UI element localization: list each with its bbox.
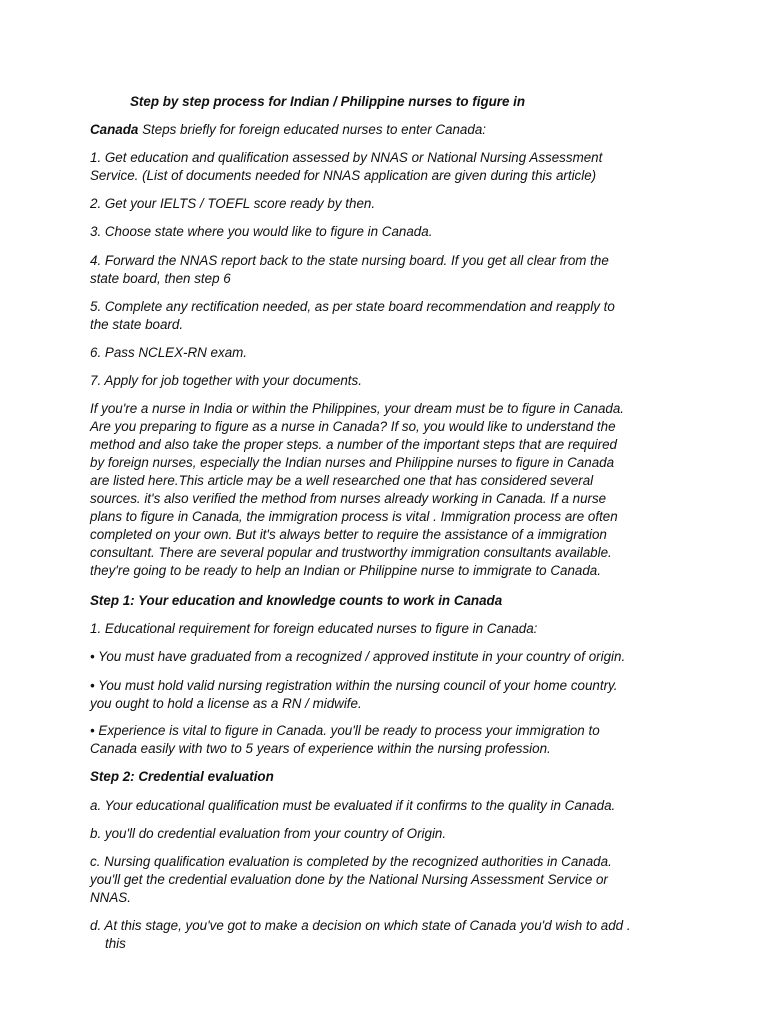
paragraph-line: by foreign nurses, especially the Indian nurses and Philippine nurses to figure in Canada bbox=[90, 455, 615, 470]
intro-bold-word: Canada bbox=[90, 122, 139, 137]
item-a: a. Your educational qualification must be evaluated if it confirms to the quality in Canada. bbox=[90, 798, 616, 813]
step-1-line-2: Service. (List of documents needed for NNAS application are given during this article) bbox=[90, 168, 597, 183]
item-c-line-2: you'll get the credential evaluation done by the National Nursing Assessment Service or bbox=[90, 872, 608, 887]
step-1-line-1: 1. Get education and qualification assessed by NNAS or National Nursing Assessment bbox=[90, 150, 603, 165]
paragraph-line: are listed here.This article may be a well researched one that has considered several bbox=[90, 473, 594, 488]
paragraph-line: consultant. There are several popular and trustworthy immigration consultants available. bbox=[90, 545, 612, 560]
paragraph-line: If you're a nurse in India or within the Philippines, your dream must be to figure in Canada. bbox=[90, 401, 625, 416]
bullet-item-graduated: • You must have graduated from a recognized / approved institute in your country of origin. bbox=[90, 649, 626, 664]
paragraph-line: sources. it's also verified the method from nurses already working in Canada. If a nurse bbox=[90, 491, 607, 506]
item-c-line-1: c. Nursing qualification evaluation is completed by the recognized authorities in Canada. bbox=[90, 854, 612, 869]
step-5-line-2: the state board. bbox=[90, 317, 184, 332]
bullet-3-line-2: Canada easily with two to 5 years of experience within the nursing profession. bbox=[90, 741, 551, 756]
item-c bbox=[90, 853, 690, 907]
step-list-item-3: 3. Choose state where you would like to figure in Canada. bbox=[90, 224, 433, 239]
bullet-2-line-1: • You must hold valid nursing registration within the nursing council of your home country. bbox=[90, 678, 618, 693]
bullet-2-line-2: you ought to hold a license as a RN / midwife. bbox=[90, 696, 362, 711]
intro-paragraph bbox=[90, 400, 690, 580]
bullet-item-registration bbox=[90, 677, 690, 713]
step-list-item-2: 2. Get your IELTS / TOEFL score ready by then. bbox=[90, 196, 376, 211]
step-4-line-1: 4. Forward the NNAS report back to the state nursing board. If you get all clear from the bbox=[90, 253, 609, 268]
step-4-line-2: state board, then step 6 bbox=[90, 271, 231, 286]
paragraph-line: plans to figure in Canada, the immigration process is vital . Immigration process are often bbox=[90, 509, 618, 524]
item-c-line-3: NNAS. bbox=[90, 890, 131, 905]
item-d bbox=[90, 917, 690, 953]
item-d-line-1: d. At this stage, you've got to make a decision on which state of Canada you'd wish to add . bbox=[90, 918, 631, 933]
paragraph-line: Are you preparing to figure as a nurse in Canada? If so, you would like to understand the bbox=[90, 419, 616, 434]
step-1-heading: Step 1: Your education and knowledge counts to work in Canada bbox=[90, 593, 503, 608]
item-b: b. you'll do credential evaluation from your country of Origin. bbox=[90, 826, 447, 841]
step-list-item-4 bbox=[90, 252, 690, 288]
step-list-item-7: 7. Apply for job together with your documents. bbox=[90, 373, 362, 388]
step-2-heading: Step 2: Credential evaluation bbox=[90, 769, 274, 784]
educational-requirement: 1. Educational requirement for foreign educated nurses to figure in Canada: bbox=[90, 621, 538, 636]
bullet-3-line-1: • Experience is vital to figure in Canada. you'll be ready to process your immigration to bbox=[90, 723, 600, 738]
step-list-item-5 bbox=[90, 298, 690, 334]
intro-text: Steps briefly for foreign educated nurses to enter Canada: bbox=[138, 122, 486, 137]
intro-line bbox=[90, 121, 690, 139]
paragraph-line: method and also take the proper steps. a number of the important steps that are required bbox=[90, 437, 618, 452]
step-5-line-1: 5. Complete any rectification needed, as per state board recommendation and reapply to bbox=[90, 299, 615, 314]
step-list-item-6: 6. Pass NCLEX-RN exam. bbox=[90, 345, 248, 360]
document-title: Step by step process for Indian / Philippine nurses to figure in bbox=[130, 94, 526, 109]
paragraph-line: they're going to be ready to help an Indian or Philippine nurse to immigrate to Canada. bbox=[90, 563, 601, 578]
paragraph-line: completed on your own. But it's always better to require the assistance of a immigration bbox=[90, 527, 607, 542]
step-list-item-1 bbox=[90, 149, 690, 185]
item-d-line-2: this bbox=[105, 936, 126, 951]
bullet-item-experience bbox=[90, 722, 690, 758]
